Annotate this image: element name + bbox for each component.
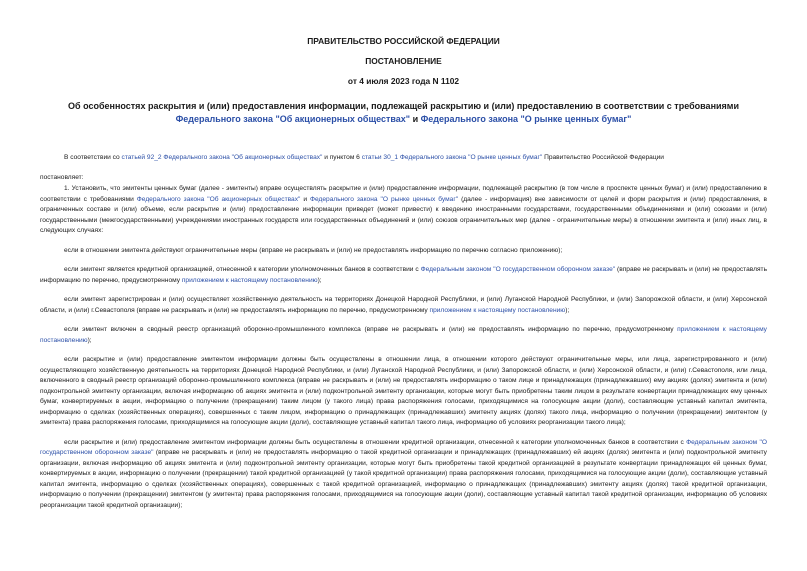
paragraph-1 [40, 184, 767, 237]
case-text: если эмитент зарегистрирован и (или) осуществляет хозяйственную деятельность на территориях Донецкой Народной Республики, и (или) Луганской Народной Республики, и (или) Запорожской области, и (или) Херсонской области, и (или) г.Севастополя (вправе не раскрывать и (или) не предоставлять информацию по перечню, предусмотренному [40, 296, 767, 314]
decree-word: постановляет: [40, 173, 84, 181]
title-link-securities-law[interactable]: Федерального закона "О рынке ценных бумаг" [420, 114, 632, 124]
title-text: Об особенностях раскрытия и (или) предоставления информации, подлежащей раскрытию и (или) предоставлению в соответствии с требованиями [68, 101, 739, 111]
preamble-link-article-92-2[interactable]: статьей 92_2 Федерального закона "Об акционерных обществах" [121, 154, 323, 161]
document-date-number: от 4 июля 2023 года N 1102 [347, 76, 460, 86]
case-text: (вправе не раскрывать и (или) не предоставлять информацию о такой кредитной организации и принадлежащих (принадлежавших) ей акциях (долях) эмитента и (или) подконтрольной эмитенту организации, включая информацию об акциях эмитента и (или) подконтрольной эмитенту организации, которые могут быть приобретены такой кредитной организацией в результате конвертации принадлежащих ей ценных бумаг, конвертируемых в акции, информацию о получении (прекращении) такой кредитной организацией (у такой кредитной организации) права распоряжения голосами, приходящимися на голосующие акции (доли), составляющие уставный капитал эмитента, информацию о сделках (хозяйственных операциях), совершенных с такой кредитной организацией, информацию о принадлежащих (принадлежавших) эмитенту акциях (долях) такой кредитной организации, информацию о получении (прекращении) эмитентом (у эмитента) права распоряжения голосами, приходящимися на голосующие акции (доли), составляющие уставный капитал такой кредитной организации, информацию об условиях реорганизации такой кредитной организации); [40, 449, 767, 509]
preamble-link-article-30-1[interactable]: статьи 30_1 Федерального закона "О рынке ценных бумаг" [361, 154, 543, 161]
paragraph-text: и [300, 195, 310, 203]
title-link-joint-stock-law[interactable]: Федерального закона "Об акционерных обществах" [175, 114, 411, 124]
case-text: ); [565, 306, 570, 314]
case-link-defense-order-law[interactable]: Федеральным законом "О государственном оборонном заказе" [40, 438, 767, 456]
paragraph-text: (далее - информация) вне зависимости от целей и форм раскрытия и (или) предоставления, в ограниченных составе и (или) объеме, если раскрытие и (или) предоставление информации приведет (может привести) к введению иностранными государствами, государственными объединениями и (или) союзами и (или) государственными (межгосударственными) учреждениями иностранных государств или государственных объединений и (или) союзов ограничительных мер (далее - ограничительные меры) в отношении эмитента и (или) иных лиц, в следующих случаях: [40, 195, 767, 234]
case-disclosure-regarding-bank [40, 438, 767, 512]
preamble-paragraph [40, 153, 767, 164]
case-link-appendix[interactable]: приложением к настоящему постановлению [181, 276, 318, 284]
preamble-text: Правительство Российской Федерации [542, 154, 664, 161]
case-authorized-bank [40, 265, 767, 286]
preamble-text: В соответствии со [64, 154, 122, 161]
case-defense-industry [40, 325, 767, 346]
paragraph-link-joint-stock-law[interactable]: Федерального закона "Об акционерных обществах" [136, 195, 301, 203]
government-name: ПРАВИТЕЛЬСТВО РОССИЙСКОЙ ФЕДЕРАЦИИ [307, 36, 500, 46]
case-text: если эмитент является кредитной организацией, отнесенной к категории уполномоченных банков в соответствии с [64, 266, 421, 273]
preamble-text: и пунктом 6 [322, 154, 362, 161]
case-link-appendix[interactable]: приложением к настоящему постановлению [40, 326, 767, 344]
case-text: (вправе не раскрывать и (или) не предоставлять информацию по перечню, предусмотренному [40, 266, 767, 284]
case-text: ); [317, 276, 322, 284]
case-text: если раскрытие и (или) предоставление эмитентом информации должны быть осуществлены в отношении кредитной организации, отнесенной к категории уполномоченных банков в соответствии с [64, 438, 687, 446]
case-text: ); [87, 336, 92, 344]
paragraph-text: 1. Установить, что эмитенты ценных бумаг (далее - эмитенты) вправе осуществлять раскрытие и (или) предоставление информации, подлежащей раскрытию (в том числе в проспекте ценных бумаг) и (или) предоставлению в соответствии с требованиями [40, 185, 767, 203]
case-new-territories [40, 295, 767, 316]
case-text: если эмитент включен в сводный реестр организаций оборонно-промышленного комплекса (вправе не раскрывать и (или) не предоставлять информацию по перечню, предусмотренному [64, 326, 678, 333]
title-text-and: и [410, 114, 421, 124]
case-link-appendix[interactable]: приложением к настоящему постановлению [429, 306, 566, 314]
case-disclosure-regarding-person: если раскрытие и (или) предоставление эмитентом информации должны быть осуществлены в отношении лица, в отношении которого действуют ограничительные меры, или лица, зарегистрированного и (или) осуществляющего хозяйственную деятельность на территориях Донецкой Народной Республики, и (или) Луганской Народной Республики, и (или) Запорожской области, и (или) Херсонской области, и (или) г.Севастополя, или лица, включенного в сводный реестр организаций оборонно-промышленного комплекса (вправе не раскрывать и (или) не предоставлять информацию о таком лице и принадлежащих (принадлежавших) ему акциях (долях) эмитента и (или) подконтрольной эмитенту организации, включая информацию об акциях эмитента и (или) подконтрольной эмитенту организации, которые могут быть приобретены таким лицом в результате конвертации принадлежащих ему ценных бумаг, конвертируемых в акции, информацию о получении (прекращении) таким лицом (у такого лица) права распоряжения голосами, приходящимися на голосующие акции (доли), составляющие уставный капитал эмитента, информацию о сделках (хозяйственных операциях), совершенных с таким лицом, информацию о принадлежащих (принадлежавших) эмитенту акциях (долях) такого лица, информацию о получении (прекращении) эмитентом (у эмитента) права распоряжения голосами, приходящимися на голосующие акции (доли), составляющие уставный капитал такого лица, информацию об условиях реорганизации такого лица); [40, 356, 767, 426]
document-title [36, 100, 771, 126]
case-restrictive-measures: если в отношении эмитента действуют ограничительные меры (вправе не раскрывать и (или) не предоставлять информацию по перечню согласно приложению); [64, 246, 563, 254]
document-body [40, 153, 767, 511]
document-type: ПОСТАНОВЛЕНИЕ [365, 56, 442, 66]
paragraph-link-securities-law[interactable]: Федерального закона "О рынке ценных бумаг" [310, 195, 459, 203]
case-link-defense-order-law[interactable]: Федеральным законом "О государственном оборонном заказе" [420, 266, 616, 273]
